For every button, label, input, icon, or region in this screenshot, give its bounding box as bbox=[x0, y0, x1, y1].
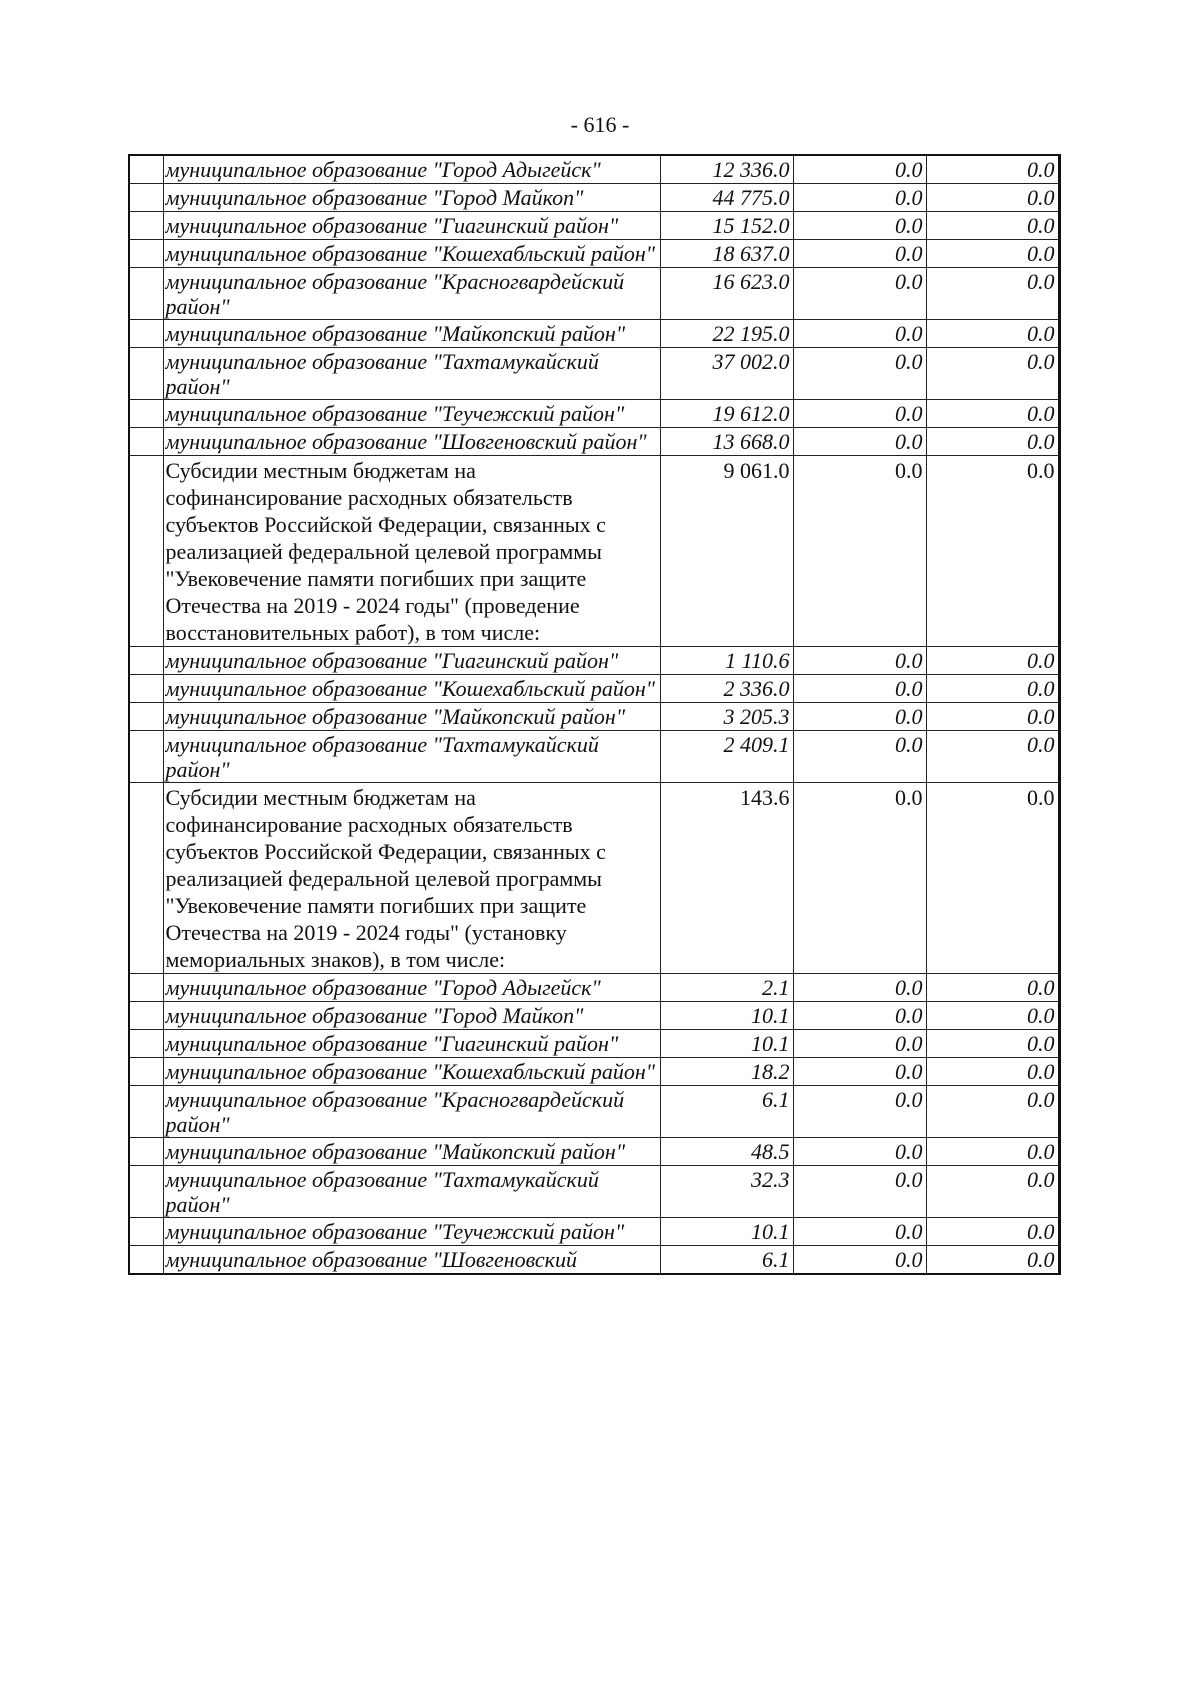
value-3-cell: 0.0 bbox=[926, 456, 1059, 647]
value-1-cell: 19 612.0 bbox=[660, 400, 793, 428]
value-3-cell: 0.0 bbox=[926, 675, 1059, 703]
row-name-cell: муниципальное образование "Кошехабльский район" bbox=[163, 675, 660, 703]
row-name-cell: муниципальное образование "Гиагинский район" bbox=[163, 1030, 660, 1058]
municipality-row bbox=[129, 703, 1059, 731]
value-3-cell: 0.0 bbox=[926, 320, 1059, 348]
value-1-cell: 10.1 bbox=[660, 1030, 793, 1058]
value-1-cell: 18.2 bbox=[660, 1058, 793, 1086]
row-name-cell: муниципальное образование "Шовгеновский район" bbox=[163, 428, 660, 456]
value-2-cell: 0.0 bbox=[793, 675, 926, 703]
subsidy-row bbox=[129, 783, 1059, 974]
value-3-cell: 0.0 bbox=[926, 268, 1059, 320]
municipality-row bbox=[129, 212, 1059, 240]
value-3-cell: 0.0 bbox=[926, 400, 1059, 428]
row-index-cell bbox=[129, 428, 163, 456]
value-3-cell: 0.0 bbox=[926, 1058, 1059, 1086]
municipality-row bbox=[129, 1058, 1059, 1086]
value-2-cell: 0.0 bbox=[793, 1002, 926, 1030]
value-2-cell: 0.0 bbox=[793, 783, 926, 974]
value-2-cell: 0.0 bbox=[793, 1218, 926, 1246]
page-number: - 616 - bbox=[570, 112, 630, 137]
municipality-row bbox=[129, 155, 1059, 184]
value-1-cell: 22 195.0 bbox=[660, 320, 793, 348]
value-1-cell: 10.1 bbox=[660, 1218, 793, 1246]
value-2-cell: 0.0 bbox=[793, 456, 926, 647]
row-name-cell: муниципальное образование "Город Адыгейск" bbox=[163, 155, 660, 184]
row-name-cell: муниципальное образование "Тахтамукайский район" bbox=[163, 731, 660, 783]
value-1-cell: 2.1 bbox=[660, 974, 793, 1002]
value-2-cell: 0.0 bbox=[793, 647, 926, 675]
row-name-cell: муниципальное образование "Кошехабльский район" bbox=[163, 240, 660, 268]
municipality-row bbox=[129, 647, 1059, 675]
row-name-cell: муниципальное образование "Кошехабльский район" bbox=[163, 1058, 660, 1086]
value-1-cell: 6.1 bbox=[660, 1246, 793, 1275]
row-name-cell: муниципальное образование "Гиагинский район" bbox=[163, 212, 660, 240]
municipality-row bbox=[129, 1166, 1059, 1218]
municipality-row bbox=[129, 731, 1059, 783]
value-1-cell: 18 637.0 bbox=[660, 240, 793, 268]
value-2-cell: 0.0 bbox=[793, 155, 926, 184]
value-2-cell: 0.0 bbox=[793, 1166, 926, 1218]
value-1-cell: 15 152.0 bbox=[660, 212, 793, 240]
row-name-cell: муниципальное образование "Гиагинский район" bbox=[163, 647, 660, 675]
row-index-cell bbox=[129, 675, 163, 703]
value-2-cell: 0.0 bbox=[793, 240, 926, 268]
value-3-cell: 0.0 bbox=[926, 1086, 1059, 1138]
value-1-cell: 48.5 bbox=[660, 1138, 793, 1166]
value-2-cell: 0.0 bbox=[793, 348, 926, 400]
budget-table-body bbox=[129, 155, 1059, 1274]
row-index-cell bbox=[129, 647, 163, 675]
row-name-cell: муниципальное образование "Город Майкоп" bbox=[163, 1002, 660, 1030]
value-1-cell: 2 336.0 bbox=[660, 675, 793, 703]
row-index-cell bbox=[129, 783, 163, 974]
municipality-row bbox=[129, 1218, 1059, 1246]
value-1-cell: 13 668.0 bbox=[660, 428, 793, 456]
municipality-row bbox=[129, 1246, 1059, 1275]
value-3-cell: 0.0 bbox=[926, 1246, 1059, 1275]
row-index-cell bbox=[129, 1030, 163, 1058]
value-2-cell: 0.0 bbox=[793, 703, 926, 731]
row-index-cell bbox=[129, 974, 163, 1002]
subsidy-row bbox=[129, 456, 1059, 647]
row-index-cell bbox=[129, 320, 163, 348]
municipality-row bbox=[129, 348, 1059, 400]
value-1-cell: 1 110.6 bbox=[660, 647, 793, 675]
value-2-cell: 0.0 bbox=[793, 731, 926, 783]
value-2-cell: 0.0 bbox=[793, 974, 926, 1002]
value-2-cell: 0.0 bbox=[793, 1030, 926, 1058]
value-1-cell: 32.3 bbox=[660, 1166, 793, 1218]
value-1-cell: 16 623.0 bbox=[660, 268, 793, 320]
value-2-cell: 0.0 bbox=[793, 428, 926, 456]
value-3-cell: 0.0 bbox=[926, 1002, 1059, 1030]
value-1-cell: 44 775.0 bbox=[660, 184, 793, 212]
row-index-cell bbox=[129, 703, 163, 731]
row-index-cell bbox=[129, 456, 163, 647]
value-3-cell: 0.0 bbox=[926, 731, 1059, 783]
municipality-row bbox=[129, 974, 1059, 1002]
value-2-cell: 0.0 bbox=[793, 320, 926, 348]
value-1-cell: 6.1 bbox=[660, 1086, 793, 1138]
value-2-cell: 0.0 bbox=[793, 1086, 926, 1138]
value-3-cell: 0.0 bbox=[926, 1166, 1059, 1218]
value-3-cell: 0.0 bbox=[926, 184, 1059, 212]
row-index-cell bbox=[129, 184, 163, 212]
value-1-cell: 143.6 bbox=[660, 783, 793, 974]
municipality-row bbox=[129, 428, 1059, 456]
row-index-cell bbox=[129, 1086, 163, 1138]
row-name-cell: муниципальное образование "Шовгеновский bbox=[163, 1246, 660, 1275]
row-index-cell bbox=[129, 400, 163, 428]
row-name-cell: муниципальное образование "Тахтамукайский район" bbox=[163, 348, 660, 400]
row-name-cell: Субсидии местным бюджетам на софинансирование расходных обязательств субъектов Российской Федерации, связанных с реализацией федеральной целевой программы "Увековечение памяти погибших при защите Отечества на 2019 - 2024 годы" (установку мемориальных знаков), в том числе: bbox=[163, 783, 660, 974]
row-index-cell bbox=[129, 1002, 163, 1030]
row-name-cell: Субсидии местным бюджетам на софинансирование расходных обязательств субъектов Российской Федерации, связанных с реализацией федеральной целевой программы "Увековечение памяти погибших при защите Отечества на 2019 - 2024 годы" (проведение восстановительных работ), в том числе: bbox=[163, 456, 660, 647]
value-2-cell: 0.0 bbox=[793, 1138, 926, 1166]
value-3-cell: 0.0 bbox=[926, 1138, 1059, 1166]
value-3-cell: 0.0 bbox=[926, 155, 1059, 184]
value-1-cell: 3 205.3 bbox=[660, 703, 793, 731]
value-2-cell: 0.0 bbox=[793, 184, 926, 212]
value-3-cell: 0.0 bbox=[926, 1030, 1059, 1058]
row-index-cell bbox=[129, 1218, 163, 1246]
municipality-row bbox=[129, 268, 1059, 320]
value-2-cell: 0.0 bbox=[793, 268, 926, 320]
municipality-row bbox=[129, 675, 1059, 703]
municipality-row bbox=[129, 1030, 1059, 1058]
row-name-cell: муниципальное образование "Теучежский район" bbox=[163, 400, 660, 428]
row-name-cell: муниципальное образование "Красногвардейский район" bbox=[163, 268, 660, 320]
row-name-cell: муниципальное образование "Майкопский район" bbox=[163, 1138, 660, 1166]
row-name-cell: муниципальное образование "Тахтамукайский район" bbox=[163, 1166, 660, 1218]
value-3-cell: 0.0 bbox=[926, 240, 1059, 268]
value-3-cell: 0.0 bbox=[926, 974, 1059, 1002]
row-index-cell bbox=[129, 155, 163, 184]
row-name-cell: муниципальное образование "Майкопский район" bbox=[163, 703, 660, 731]
value-1-cell: 12 336.0 bbox=[660, 155, 793, 184]
municipality-row bbox=[129, 320, 1059, 348]
row-name-cell: муниципальное образование "Майкопский район" bbox=[163, 320, 660, 348]
row-index-cell bbox=[129, 348, 163, 400]
value-3-cell: 0.0 bbox=[926, 428, 1059, 456]
value-2-cell: 0.0 bbox=[793, 212, 926, 240]
budget-table bbox=[128, 154, 1061, 1275]
row-index-cell bbox=[129, 1246, 163, 1275]
value-3-cell: 0.0 bbox=[926, 703, 1059, 731]
row-name-cell: муниципальное образование "Город Майкоп" bbox=[163, 184, 660, 212]
value-3-cell: 0.0 bbox=[926, 647, 1059, 675]
row-index-cell bbox=[129, 1138, 163, 1166]
row-name-cell: муниципальное образование "Теучежский район" bbox=[163, 1218, 660, 1246]
municipality-row bbox=[129, 184, 1059, 212]
row-index-cell bbox=[129, 268, 163, 320]
municipality-row bbox=[129, 1086, 1059, 1138]
value-2-cell: 0.0 bbox=[793, 1058, 926, 1086]
municipality-row bbox=[129, 400, 1059, 428]
value-1-cell: 10.1 bbox=[660, 1002, 793, 1030]
municipality-row bbox=[129, 240, 1059, 268]
value-1-cell: 9 061.0 bbox=[660, 456, 793, 647]
value-3-cell: 0.0 bbox=[926, 783, 1059, 974]
value-1-cell: 37 002.0 bbox=[660, 348, 793, 400]
value-2-cell: 0.0 bbox=[793, 400, 926, 428]
row-name-cell: муниципальное образование "Город Адыгейск" bbox=[163, 974, 660, 1002]
row-index-cell bbox=[129, 731, 163, 783]
value-3-cell: 0.0 bbox=[926, 1218, 1059, 1246]
municipality-row bbox=[129, 1138, 1059, 1166]
row-index-cell bbox=[129, 1058, 163, 1086]
municipality-row bbox=[129, 1002, 1059, 1030]
row-index-cell bbox=[129, 1166, 163, 1218]
row-index-cell bbox=[129, 240, 163, 268]
row-index-cell bbox=[129, 212, 163, 240]
value-2-cell: 0.0 bbox=[793, 1246, 926, 1275]
value-3-cell: 0.0 bbox=[926, 348, 1059, 400]
value-1-cell: 2 409.1 bbox=[660, 731, 793, 783]
row-name-cell: муниципальное образование "Красногвардейский район" bbox=[163, 1086, 660, 1138]
value-3-cell: 0.0 bbox=[926, 212, 1059, 240]
